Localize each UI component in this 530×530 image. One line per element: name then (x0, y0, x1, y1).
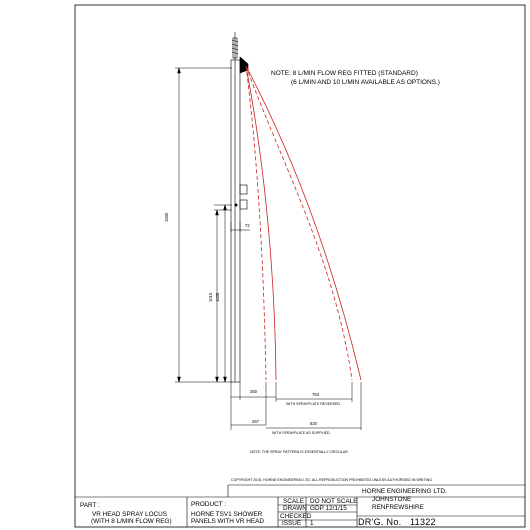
product-line2: PANELS WITH VR HEAD (191, 518, 265, 525)
spray-locus (246, 66, 361, 380)
issue-value: 1 (310, 520, 314, 527)
company-line1: HORNE ENGINEERING LTD. (362, 488, 447, 495)
pattern-note: NOTE: THE SPRAY PATTERN IS ESSENTIALLY CIRCULAR (250, 450, 348, 454)
scale-label: SCALE (283, 498, 304, 505)
part-line1: VR HEAD SPRAY LOCUS (92, 511, 168, 518)
part-line2: (WITH 8 L/MIN FLOW REG) (91, 518, 172, 525)
issue-label: ISSUE (282, 520, 302, 527)
checked-label: CHECKED (280, 513, 312, 520)
scale-value: DO NOT SCALE (310, 498, 358, 505)
part-label: PART : (80, 502, 100, 509)
dim-control-height-b: 1038 (215, 292, 220, 302)
dim-base-offset-reversed: 250 (250, 389, 257, 394)
control-knob-upper (240, 185, 247, 194)
dim-throw-supplied: 820 (310, 421, 317, 426)
dim-throw-reversed: 753 (312, 392, 319, 397)
product-label: PRODUCT : (191, 501, 227, 508)
dim-control-height-a: 1015 (208, 292, 213, 302)
drawn-value: GDP 12/1/15 (310, 505, 347, 512)
spray-curve-reversed (246, 66, 276, 380)
shower-panel (231, 32, 248, 382)
flow-note-line1: NOTE: 8 L/MIN FLOW REG FITTED (STANDARD) (271, 70, 418, 77)
dim-head-projection: 72 (245, 223, 250, 228)
vertical-dimensions (175, 68, 250, 382)
drawing-no-label: DR'G. No. (358, 517, 402, 527)
control-knob-lower (240, 200, 247, 209)
spray-curve-supplied (246, 66, 361, 380)
dim-overall-height: 1930 (164, 212, 169, 222)
spray-curve-supplied-dashed (246, 66, 352, 380)
company-line2: JOHNSTONE (372, 496, 412, 503)
product-line1: HORNE TSV1 SHOWER (191, 511, 263, 518)
caption-reversed: WITH SPRAYPLATE REVERSED. (286, 402, 341, 406)
company-line3: RENFREWSHIRE (372, 504, 424, 511)
drawn-label: DRAWN (283, 505, 307, 512)
copyright-notice: COPYRIGHT 2015, HORNE ENGINEERING LTD. ALL REPRODUCTION PROHIBITED UNLESS AUTHORISED IN WRITING (231, 478, 433, 482)
flow-note-line2: (6 L/MIN AND 10 L/MIN AVAILABLE AS OPTIONS.) (291, 79, 440, 86)
drawing-no-value: 11322 (410, 517, 436, 527)
dim-base-offset-supplied: 267 (252, 419, 259, 424)
caption-supplied: WITH SPRAYPLATE AS SUPPLIED. (272, 431, 331, 435)
